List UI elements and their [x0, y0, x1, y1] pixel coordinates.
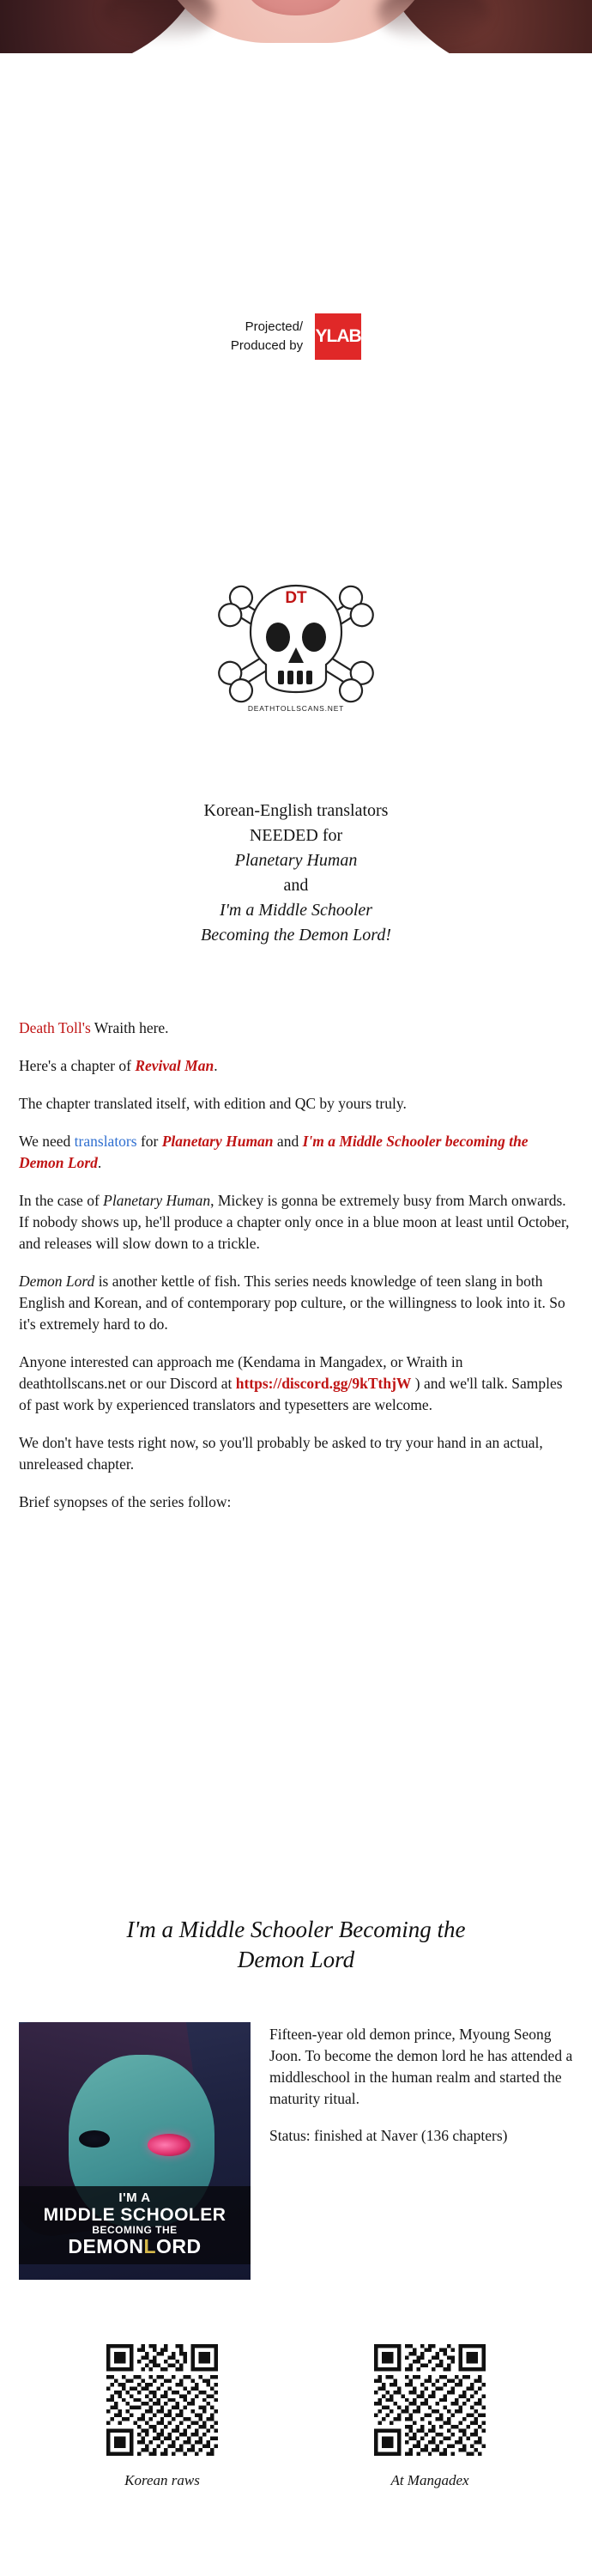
intro-rest: Wraith here.: [90, 1019, 169, 1036]
scanlation-group-logo: [0, 558, 592, 730]
series-status: Status: finished at Naver (136 chapters): [269, 2127, 508, 2145]
recruit-line1: Korean-English translators: [203, 801, 389, 820]
need-text-b: for: [136, 1133, 162, 1151]
qr-code-icon-mangadex[interactable]: [374, 2344, 486, 2456]
contact-text-b: ) and we'll talk. Samples of past work by experienced translators and typesetters are welcome.: [19, 1375, 563, 1414]
qr-korean-raws-caption: Korean raws: [124, 2472, 200, 2488]
cover-title-line2: MIDDLE SCHOOLER: [43, 2204, 227, 2225]
cover-title-line3: BECOMING THE: [92, 2224, 178, 2237]
paragraph-qc: The chapter translated itself, with edition and QC by yours truly.: [19, 1095, 407, 1113]
skull-crossbones-icon: [189, 558, 403, 730]
recruit-title-demon-lord-line1: I'm a Middle Schooler: [219, 901, 373, 920]
ph-text-a: In the case of: [19, 1192, 104, 1210]
discord-link[interactable]: https://discord.gg/9kTthjW: [235, 1375, 412, 1393]
produced-by-line1: Projected/: [245, 319, 304, 335]
series-synopsis: [269, 2022, 573, 2280]
qr-korean-raws[interactable]: [106, 2344, 218, 2489]
series-cover-image: [19, 2022, 251, 2280]
translator-note-body: [19, 1018, 573, 1529]
group-logo-site: DEATHTOLLSCANS.NET: [247, 704, 345, 713]
ph-title-inline: Planetary Human: [103, 1192, 211, 1210]
paragraph-contact: [19, 1352, 573, 1416]
series-revival-man: Revival Man: [135, 1057, 214, 1075]
cover-title-ord: ORD: [156, 2235, 202, 2258]
series-demon-lord: I'm a Middle Schooler becoming the Demon Lord: [19, 1133, 529, 1172]
qr-mangadex[interactable]: [374, 2344, 486, 2489]
cover-title-l: L: [143, 2235, 157, 2258]
recruit-title-planetary-human: Planetary Human: [234, 851, 358, 870]
group-logo-initials: DT: [285, 589, 307, 607]
comic-panel-artwork: [0, 0, 592, 53]
ylab-logo: [315, 313, 361, 360]
series-title-line1: I'm a Middle Schooler Becoming the: [126, 1917, 466, 1942]
series-title: [26, 1915, 566, 1975]
produced-by-block: [0, 313, 592, 360]
dl-text-b: is another kettle of fish. This series needs knowledge of teen slang in both English and Korean, and of contemporary pop culture, or the willingness to look into it. So it's extremely hard to do.: [19, 1273, 565, 1334]
ph-text-b: , Mickey is gonna be extremely busy from March onwards. If nobody shows up, he'll produce a chapter only once in a blue moon at least until October, and releases will slow down to a trickle.: [19, 1192, 570, 1253]
cover-character-eye-right: [148, 2134, 190, 2156]
chapter-text-b: .: [214, 1057, 218, 1075]
recruit-line2: NEEDED for: [249, 826, 343, 845]
series-title-line2: Demon Lord: [237, 1947, 355, 1973]
qr-mangadex-caption: At Mangadex: [390, 2472, 469, 2488]
need-text-d: .: [97, 1154, 102, 1172]
paragraph-no-tests: We don't have tests right now, so you'll probably be asked to try your hand in an actual, unreleased chapter.: [19, 1434, 543, 1473]
cover-title-demon: DEMON: [68, 2235, 144, 2258]
cover-character-eye-left: [79, 2130, 110, 2148]
chapter-text-a: Here's a chapter of: [19, 1057, 136, 1075]
paragraph-planetary-human-status: [19, 1190, 573, 1255]
group-name-inline: Death Toll's: [19, 1019, 91, 1036]
ylab-logo-text: YLAB: [315, 326, 361, 346]
need-text-c: and: [273, 1133, 303, 1151]
contact-text-a: Anyone interested can approach me (Kendama in Mangadex, or Wraith in deathtollscans.net or our Discord at: [19, 1353, 463, 1393]
recruitment-headline: [0, 799, 592, 948]
need-text-a: We need: [19, 1133, 75, 1151]
series-planetary-human: Planetary Human: [161, 1133, 274, 1151]
qr-code-row: [0, 2344, 592, 2489]
synopsis-text: Fifteen-year old demon prince, Myoung Seong Joon. To become the demon lord he has attended a middleschool in the human realm and started the maturity ritual.: [269, 2026, 573, 2107]
cover-title-line4: [19, 2236, 251, 2257]
cover-title-band: [19, 2186, 251, 2264]
produced-by-line2: Produced by: [230, 338, 304, 353]
dl-title-inline: Demon Lord: [19, 1273, 95, 1291]
recruit-and: and: [283, 876, 309, 895]
paragraph-demon-lord-status: [19, 1271, 573, 1335]
paragraph-intro: [19, 1018, 573, 1039]
recruit-title-demon-lord-line2: Becoming the Demon Lord!: [201, 926, 391, 945]
cover-title-line1: I'M A: [118, 2190, 151, 2206]
paragraph-synopses-intro: Brief synopses of the series follow:: [19, 1493, 232, 1511]
paragraph-need-translators: [19, 1131, 573, 1174]
series-info-block: [19, 2022, 573, 2280]
produced-by-text: [231, 318, 303, 355]
paragraph-chapter: [19, 1055, 573, 1077]
qr-code-icon-korean-raws[interactable]: [106, 2344, 218, 2456]
translators-link[interactable]: translators: [74, 1133, 137, 1151]
